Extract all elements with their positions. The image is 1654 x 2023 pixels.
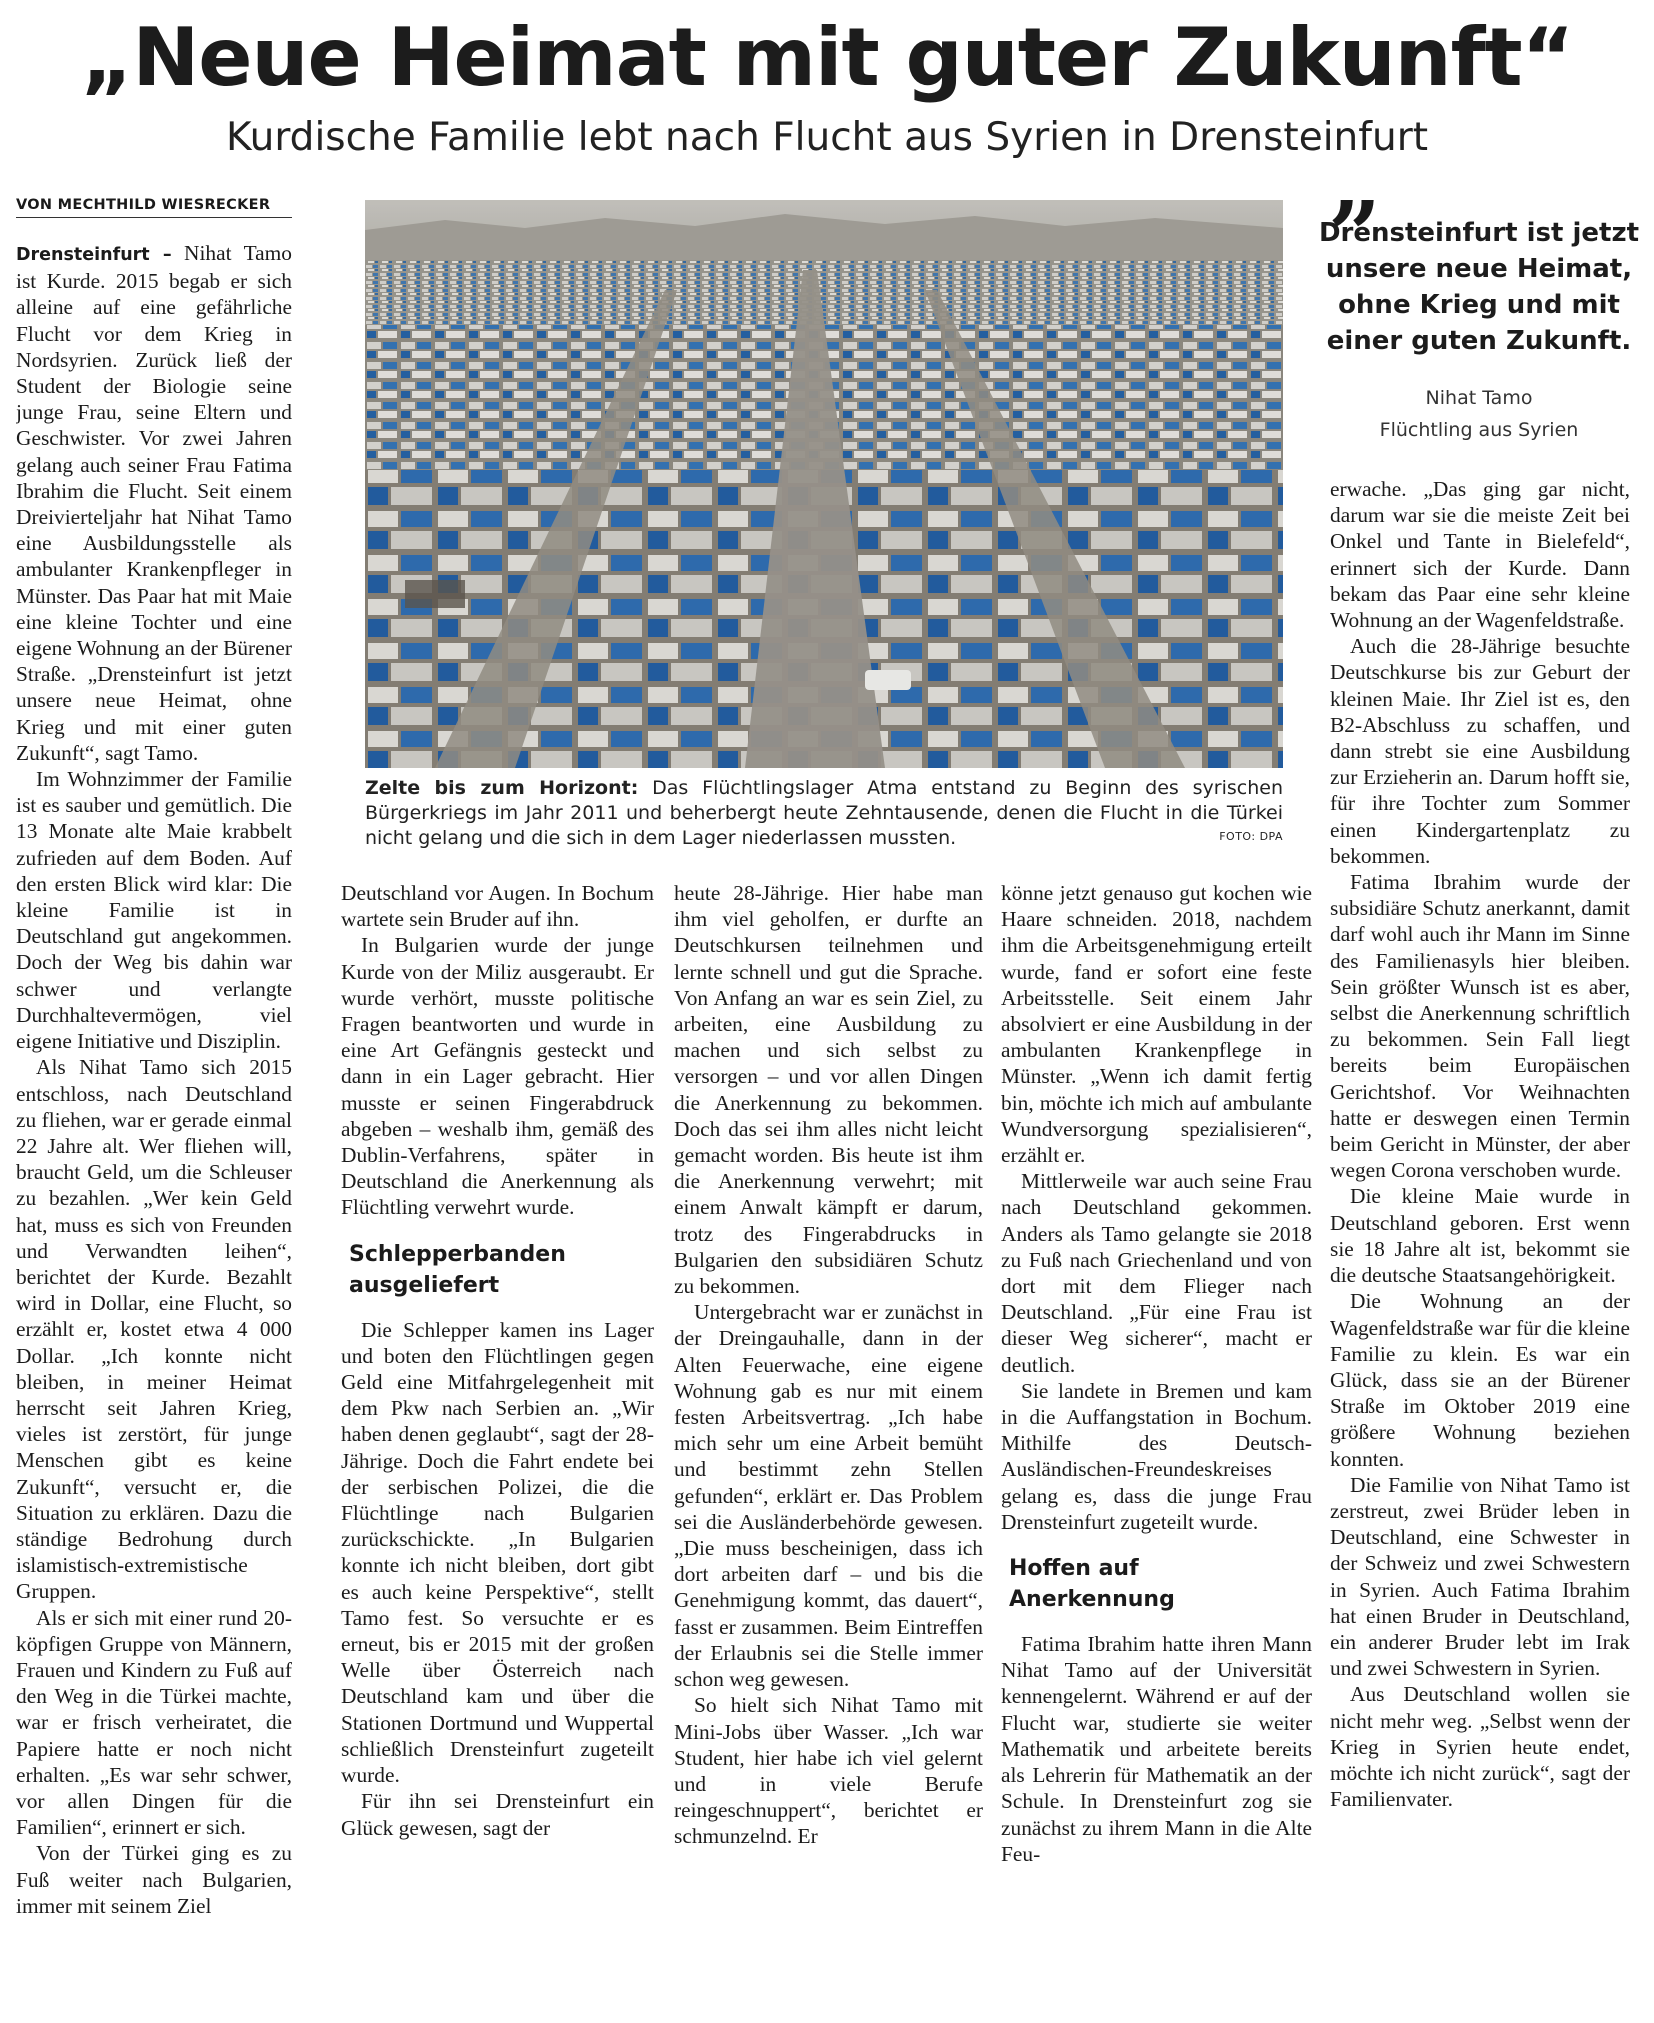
paragraph: Untergebracht war er zunächst in der Dreingauhalle, dann in der Alten Feuerwache, eine eigene Wohnung gab es nur mit einem festen Arbeitsvertrag. „Ich habe mich sehr um eine Arbeit bemüht und bestimmt zehn Stellen gefunden“, erklärt er. Das Problem sei die Ausländerbehörde gewesen. „Die muss bescheinigen, dass ich dort arbeiten darf – und bis die Genehmigung kommt, das dauert“, fasst er zusammen. Beim Eintreffen der Erlaubnis sei die Stelle immer schon weg gewesen. <box>674 1300 983 1692</box>
paragraph: Mittlerweile war auch seine Frau nach Deutschland gekommen. Anders als Tamo gelangte sie 2018 zu Fuß nach Griechenland und von dort mit dem Flieger nach Deutschland. „Für eine Frau ist dieser Weg sicherer“, macht er deutlich. <box>1001 1169 1312 1377</box>
paragraph: Von der Türkei ging es zu Fuß weiter nach Bulgarien, immer mit seinem Ziel <box>16 1841 292 1918</box>
dateline: Drensteinfurt – <box>16 245 172 265</box>
article-column-4 <box>1001 880 1312 2023</box>
paragraph: Als Nihat Tamo sich 2015 entschloss, nach Deutschland zu fliehen, war er gerade einmal 22 Jahre alt. Wer fliehen will, braucht Geld, um die Schleuser zu bezahlen. „Wer kein Geld hat, muss es sich von Freunden und Verwandten leihen“, berichtet der Kurde. Bezahlt wird in Dollar, eine Flucht, so erzählt er, kostet etwa 4 000 Dollar. „Ich konnte nicht bleiben, in meiner Heimat herrscht seit Jahren Krieg, vieles ist zerstört, für junge Menschen gibt es keine Zukunft“, versucht er, die Situation zu erklären. Dazu die ständige Bedrohung durch islamistisch-extremistische Gruppen. <box>16 1055 292 1604</box>
paragraph: Aus Deutschland wollen sie nicht mehr weg. „Selbst wenn der Krieg in Syrien heute endet, möchte ich nicht zurück“, sagt der Familienvater. <box>1330 1682 1630 1812</box>
subheading: Hoffen auf Anerkennung <box>1009 1556 1175 1613</box>
paragraph: In Bulgarien wurde der junge Kurde von der Miliz ausgeraubt. Er wurde verhört, musste politische Fragen beantworten und wurde in eine Art Gefängnis gesteckt und dann in ein Lager gebracht. Hier musste er seinen Fingerabdruck abgeben – weshalb ihm, gemäß des Dublin-Verfahrens, später in Deutschland die Anerkennung als Flüchtling verwehrt wurde. <box>341 933 654 1220</box>
headline: „Neue Heimat mit guter Zukunft“ <box>80 11 1574 104</box>
subheadline: Kurdische Familie lebt nach Flucht aus Syrien in Drensteinfurt <box>225 115 1429 160</box>
paragraph: könne jetzt genauso gut kochen wie Haare schneiden. 2018, nachdem ihm die Arbeitsgenehmigung erteilt wurde, fand er sofort eine feste Arbeitsstelle. Seit einem Jahr absolviert er eine Ausbildung in der ambulanten Krankenpflege in Münster. „Wenn ich damit fertig bin, möchte ich mich auf ambulante Wundversorgung spezialisieren“, erzählt er. <box>1001 881 1312 1168</box>
caption-text: Das Flüchtlingslager Atma entstand zu Beginn des syrischen Bürgerkriegs im Jahr 2011 und beherbergt heute Zehntausende, denen die Flucht in die Türkei nicht gelang und die sich in dem Lager niederlassen mussten. <box>365 777 1284 849</box>
paragraph: erwache. „Das ging gar nicht, darum war sie die meiste Zeit bei Onkel und Tante in Bielefeld“, erinnert sich der Kurde. Dann bekam das Paar eine sehr kleine Wohnung an der Wagenfeldstraße. <box>1330 477 1630 633</box>
paragraph-text: Nihat Tamo ist Kurde. 2015 begab er sich alleine auf eine gefährliche Flucht vor dem Krieg in Nordsyrien. Zurück ließ der Student der Biologie seine junge Frau, seine Eltern und Geschwister. Vor zwei Jahren gelang auch seiner Frau Fatima Ibrahim die Flucht. Seit einem Dreivierteljahr hat Nihat Tamo eine Ausbildungsstelle als ambulanter Krankenpfleger in Münster. Das Paar hat mit Maie eine kleine Tochter und eine eigene Wohnung an der Bürener Straße. „Drensteinfurt ist jetzt unsere neue Heimat, ohne Krieg und mit einer guten Zukunft“, sagt Tamo. <box>16 241 292 765</box>
paragraph: So hielt sich Nihat Tamo mit Mini-Jobs über Wasser. „Ich war Student, hier habe ich viel gelernt und in viele Berufe reingeschnuppert“, berichtet er schmunzelnd. Er <box>674 1693 983 1849</box>
photo-caption <box>365 776 1283 851</box>
quote-author-role: Flüchtling aus Syrien <box>1379 419 1579 441</box>
quote-mark-icon: ” <box>1328 181 1381 289</box>
pull-quote <box>1318 181 1640 443</box>
article-column-2 <box>341 880 654 2023</box>
paragraph: Als er sich mit einer rund 20-köpfigen Gruppe von Männern, Frauen und Kindern zu Fuß auf den Weg in die Türkei machte, war er frisch verheiratet, die Papiere hatte er noch nicht erhalten. „Es war sehr schwer, vor allen Dingen für die Familien“, erinnert er sich. <box>16 1605 292 1840</box>
paragraph: Für ihn sei Drensteinfurt ein Glück gewesen, sagt der <box>341 1789 654 1840</box>
quote-author: Nihat Tamo <box>1425 387 1533 409</box>
paragraph: Die kleine Maie wurde in Deutschland geboren. Erst wenn sie 18 Jahre alt ist, bekommt sie die deutsche Staatsangehörigkeit. <box>1330 1184 1630 1288</box>
paragraph: Sie landete in Bremen und kam in die Auffangstation in Bochum. Mithilfe des Deutsch-Ausländischen-Freundeskreises gelang es, dass die junge Frau Drensteinfurt zugeteilt wurde. <box>1001 1378 1312 1534</box>
article-column-5 <box>1330 476 1630 2023</box>
paragraph <box>16 240 292 766</box>
paragraph: heute 28-Jährige. Hier habe man ihm viel geholfen, er durfte an Deutschkursen teilnehmen und lernte schnell und gut die Sprache. Von Anfang an war es sein Ziel, zu arbeiten, eine Ausbildung zu machen und sich selbst zu versorgen – und vor allen Dingen die Anerkennung zu bekommen. Doch das sei ihm alles nicht leicht gemacht worden. Bis heute ist ihm die Anerkennung verwehrt; mit einem Anwalt kämpft er darum, trotz des Fingerabdrucks in Bulgarien den subsidiären Schutz zu bekommen. <box>674 881 983 1299</box>
paragraph: Auch die 28-Jährige besuchte Deutschkurse bis zur Geburt der kleinen Maie. Ihr Ziel ist es, den B2-Abschluss zu schaffen, und dann strebt sie eine Ausbildung zur Erzieherin an. Darum hofft sie, für ihre Tochter zum Sommer einen Kindergartenplatz zu bekommen. <box>1330 634 1630 868</box>
refugee-camp-photo <box>365 200 1283 768</box>
paragraph: Fatima Ibrahim wurde der subsidiäre Schutz anerkannt, damit darf wohl auch ihr Mann im Sinne des Familienasyls hier bleiben. Sein größter Wunsch ist es aber, selbst die Anerkennung schriftlich zu bekommen. Sein Fall liegt bereits beim Europäischen Gerichtshof. Vor Weihnachten hatte er deswegen einen Termin beim Gericht in Münster, der aber wegen Corona verschoben wurde. <box>1330 870 1630 1183</box>
paragraph: Die Schlepper kamen ins Lager und boten den Flüchtlingen gegen Geld eine Mitfahrgelegenheit mit dem Pkw nach Serbien an. „Wir haben denen geglaubt“, sagt der 28-Jährige. Doch die Fahrt endete bei der serbischen Polizei, die die Flüchtlinge nach Bulgarien zurückschickte. „In Bulgarien konnte ich nicht bleiben, dort gibt es auch keine Perspektive“, stellt Tamo fest. So versuchte er es erneut, bis er 2015 mit der großen Welle über Österreich nach Deutschland kam und über die Stationen Dortmund und Wuppertal schließlich Drensteinfurt zugeteilt wurde. <box>341 1317 654 1788</box>
subheading: Schlepperbanden ausgeliefert <box>349 1241 566 1298</box>
paragraph: Die Familie von Nihat Tamo ist zerstreut, zwei Brüder leben in Deutschland, eine Schwester in der Schweiz und zwei Schwestern in Syrien. Auch Fatima Ibrahim hat einen Bruder in Deutschland, ein anderer Bruder lebt im Irak und zwei Schwestern in Syrien. <box>1330 1472 1630 1681</box>
paragraph: Im Wohnzimmer der Familie ist es sauber und gemütlich. Die 13 Monate alte Maie krabbelt zufrieden auf dem Boden. Auf den ersten Blick wird klar: Die kleine Familie ist in Deutschland gut angekommen. Doch der Weg bis dahin war schwer und verlangte Durchhaltevermögen, viel eigene Initiative und Disziplin. <box>16 767 292 1054</box>
paragraph: Fatima Ibrahim hatte ihren Mann Nihat Tamo auf der Universität kennengelernt. Während er auf der Flucht war, studierte sie weiter Mathematik und arbeitete bereits als Lehrerin für Mathematik an der Schule. In Drensteinfurt zog sie zunächst zu ihrem Mann in die Alte Feu- <box>1001 1632 1312 1866</box>
paragraph: Die Wohnung an der Wagenfeldstraße war für die kleine Familie zu klein. Es war ein Glück, dass sie an der Bürener Straße im Oktober 2019 eine größere Wohnung beziehen konnten. <box>1330 1289 1630 1471</box>
paragraph: Deutschland vor Augen. In Bochum wartete sein Bruder auf ihn. <box>341 881 654 932</box>
byline: VON MECHTHILD WIESRECKER <box>16 197 292 218</box>
caption-lead: Zelte bis zum Horizont: <box>365 777 639 799</box>
photo-credit: FOTO: DPA <box>1219 830 1283 843</box>
article-column-1 <box>16 240 292 2023</box>
quote-text: Drensteinfurt ist jetzt unsere neue Heimat, ohne Krieg und mit einer guten Zukunft. <box>1318 218 1640 356</box>
article-column-3 <box>674 880 983 2023</box>
